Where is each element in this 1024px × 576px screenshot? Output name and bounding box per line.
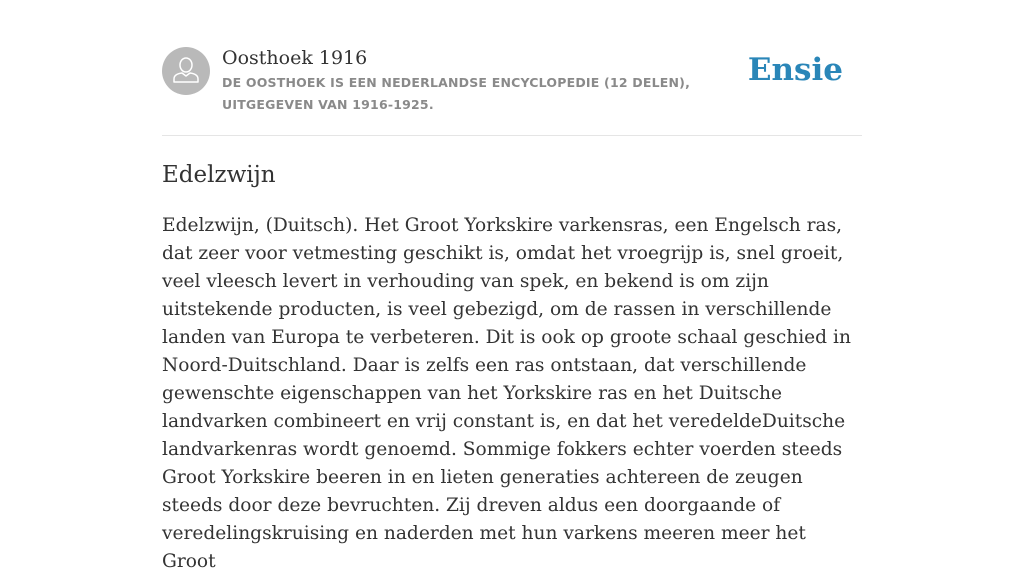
source-description: DE OOSTHOEK IS EEN NEDERLANDSE ENCYCLOPEDIE (12 DELEN), UITGEGEVEN VAN 1916-1925. — [222, 75, 691, 112]
brand-logo[interactable]: Ensie — [747, 52, 843, 88]
entry-title: Edelzwijn — [162, 162, 276, 188]
person-icon — [162, 47, 210, 95]
source-title[interactable]: Oosthoek 1916 — [222, 47, 368, 69]
source-header — [162, 0, 862, 136]
entry-body: Edelzwijn, (Duitsch). Het Groot Yorkskire varkensras, een Engelsch ras, dat zeer voor vetmesting geschikt is, omdat het vroegrijp is, snel groeit, veel vleesch levert in verhouding van spek, en bekend is om zijn uitstekende producten, is veel gebezigd, om de rassen in verschillende landen van Europa te verbeteren. Dit is ook op groote schaal geschied in Noord-Duitschland. Daar is zelfs een ras ontstaan, dat verschillende gewenschte eigenschappen van het Yorkskire ras en het Duitsche landvarken combineert en vrij constant is, en dat het veredeldeDuitsche landvarkenras wordt genoemd. Sommige fokkers echter voerden steeds Groot Yorkskire beeren in en lieten generaties achtereen de zeugen steeds door deze bevruchten. Zij dreven aldus een doorgaande of veredelingskruising en naderden met hun varkens meeren meer het Groot — [162, 215, 851, 572]
avatar[interactable] — [162, 47, 210, 95]
content-container — [162, 0, 862, 572]
